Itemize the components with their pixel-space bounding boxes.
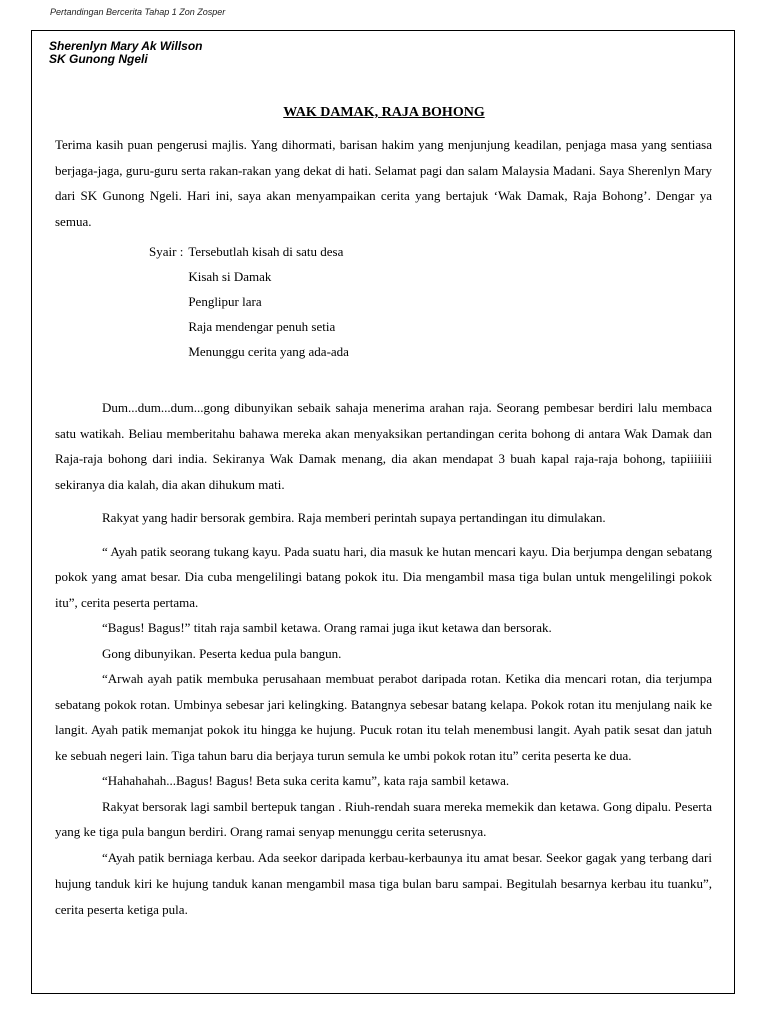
syair-line: Kisah si Damak — [188, 269, 272, 284]
story-paragraph: Rakyat bersorak lagi sambil bertepuk tangan . Riuh-rendah suara mereka memekik dan ketawa. Gong dipalu. Peserta yang ke tiga pula bangun berdiri. Orang ramai senyap menunggu cerita seterusnya. — [55, 798, 712, 839]
story-paragraph: Gong dibunyikan. Peserta kedua pula bangun. — [102, 645, 342, 661]
syair-line: Tersebutlah kisah di satu desa — [188, 244, 344, 259]
story-paragraph: “Ayah patik berniaga kerbau. Ada seekor daripada kerbau-kerbaunya itu amat besar. Seekor gagak yang terbang dari hujung tanduk kiri ke hujung tanduk kanan mengambil masa tiga bulan baru sampai. Begitulah besarnya kerbau itu tuanku”, cerita peserta ketiga pula. — [55, 849, 712, 917]
story-body — [55, 132, 712, 923]
syair-block — [55, 239, 712, 364]
syair-line: Raja mendengar penuh setia — [188, 319, 336, 334]
syair-line: Penglipur lara — [188, 294, 262, 309]
document-title: WAK DAMAK, RAJA BOHONG — [283, 105, 485, 120]
story-paragraph: Dum...dum...dum...gong dibunyikan sebaik sahaja menerima arahan raja. Seorang pembesar berdiri lalu membaca satu watikah. Beliau memberitahu bahawa mereka akan menyaksikan pertandingan cerita bohong di antara Wak Damak dan Raja-raja bohong dari india. Sekiranya Wak Damak menang, dia akan mendapat 3 buah kapal raja-raja bohong, tapiiiiiii sekiranya dia kalah, dia akan dihukum mati. — [55, 400, 712, 492]
syair-label: Syair : — [149, 244, 184, 259]
author-name: Sherenlyn Mary Ak Willson — [49, 39, 203, 53]
author-school: SK Gunong Ngeli — [49, 52, 148, 66]
running-header: Pertandingan Bercerita Tahap 1 Zon Zosper — [50, 7, 226, 17]
story-paragraph: “ Ayah patik seorang tukang kayu. Pada suatu hari, dia masuk ke hutan mencari kayu. Dia berjumpa dengan sebatang pokok yang amat besar. Dia cuba mengelilingi batang pokok itu. Dia mengambil masa tiga bulan untuk mengelilingi pokok itu”, cerita peserta pertama. — [55, 543, 712, 610]
syair-line: Menunggu cerita yang ada-ada — [188, 344, 349, 359]
syair-lines — [188, 239, 349, 364]
section-spacer — [55, 364, 712, 395]
intro-paragraph: Terima kasih puan pengerusi majlis. Yang dihormati, barisan hakim yang menjunjung keadilan, penjaga masa yang sentiasa berjaga-jaga, guru-guru serta rakan-rakan yang dekat di hati. Selamat pagi dan salam Malaysia Madani. Saya Sherenlyn Mary dari SK Gunong Ngeli. Hari ini, saya akan menyampaikan cerita yang bertajuk ‘Wak Damak, Raja Bohong’. Dengar ya semua. — [55, 137, 712, 229]
story-paragraph: “Hahahahah...Bagus! Bagus! Beta suka cerita kamu”, kata raja sambil ketawa. — [102, 773, 510, 788]
story-paragraph: “Bagus! Bagus!” titah raja sambil ketawa. Orang ramai juga ikut ketawa dan bersorak. — [102, 620, 552, 635]
story-paragraph: “Arwah ayah patik membuka perusahaan membuat perabot daripada rotan. Ketika dia mencari rotan, dia terjumpa sebatang pokok rotan. Umbinya sebesar jari kelingking. Batangnya sebesar batang kelapa. Pokok rotan itu menjulang naik ke langit. Ayah patik memanjat pokok itu hingga ke hujung. Pucuk rotan itu telah menembusi langit. Ayah patik sesat dan jatuh ke sebuah negeri lain. Tiga tahun baru dia berjaya turun semula ke umbi pokok rotan itu” cerita peserta ke dua. — [55, 671, 712, 763]
story-paragraph: Rakyat yang hadir bersorak gembira. Raja memberi perintah supaya pertandingan itu dimulakan. — [102, 510, 606, 525]
author-block — [49, 40, 203, 66]
